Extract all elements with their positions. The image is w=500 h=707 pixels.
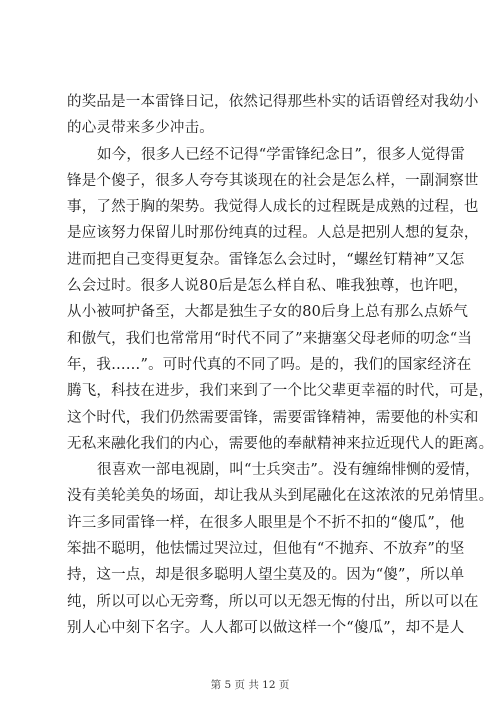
text-line: 别人心中刻下名字。人人都可以做这样一个“傻瓜”，却不是人: [67, 619, 465, 636]
text-line: 如今，很多人已经不记得“学雷锋纪念日”，很多人觉得雷: [97, 146, 466, 163]
text-line: 很喜欢一部电视剧，叫“士兵突击”。没有缠绵悱恻的爱情，: [97, 462, 480, 479]
text-line: 和傲气，我们也常常用“时代不同了”来搪塞父母老师的叨念“当: [67, 330, 473, 347]
text-line: 进而把自己变得更复杂。雷锋怎么会过时，“螺丝钉精神”又怎: [67, 251, 465, 268]
text-line: 这个时代，我们仍然需要雷锋，需要雷锋精神，需要他的朴实和: [67, 409, 479, 426]
text-line: 持，这一点，却是很多聪明人望尘莫及的。因为“傻”，所以单: [67, 567, 465, 584]
text-line: 纯，所以可以心无旁骛，所以可以无怨无悔的付出，所以可以在: [67, 593, 479, 610]
text-line: 腾飞，科技在进步，我们来到了一个比父辈更幸福的时代，可是，: [67, 383, 494, 400]
text-line: 年，我……”。可时代真的不同了吗。是的，我们的国家经济在: [67, 356, 472, 373]
text-line: 从小被呵护备至，大都是独生子女的80后身上总有那么点娇气: [67, 304, 469, 321]
text-line: 锋是个傻子，很多人夸夸其谈现在的社会是怎么样，一副洞察世: [67, 172, 479, 189]
text-line: 是应该努力保留儿时那份纯真的过程。人总是把别人想的复杂，: [67, 225, 479, 242]
text-line: 么会过时。很多人说80后是怎么样自私、唯我独尊，也许吧，: [67, 278, 469, 295]
text-line: 事，了然于胸的架势。我觉得人成长的过程既是成熟的过程，也: [67, 199, 479, 216]
text-line: 的心灵带来多少冲击。: [67, 120, 214, 137]
text-line: 无私来融化我们的内心，需要他的奉献精神来拉近现代人的距离。: [67, 435, 494, 452]
text-line: 的奖品是一本雷锋日记，依然记得那些朴实的话语曾经对我幼小: [67, 94, 479, 110]
text-line: 许三多同雷锋一样，在很多人眼里是个不折不扣的“傻瓜”，他: [67, 514, 465, 531]
page-number-footer: 第 5 页 共 12 页: [210, 679, 290, 691]
document-body: [67, 89, 494, 641]
text-line: 笨拙不聪明，他怯懦过哭泣过，但他有“不抛弃、不放弃”的坚: [67, 541, 465, 558]
text-line: 没有美轮美奂的场面，却让我从头到尾融化在这浓浓的兄弟情里。: [67, 488, 494, 505]
